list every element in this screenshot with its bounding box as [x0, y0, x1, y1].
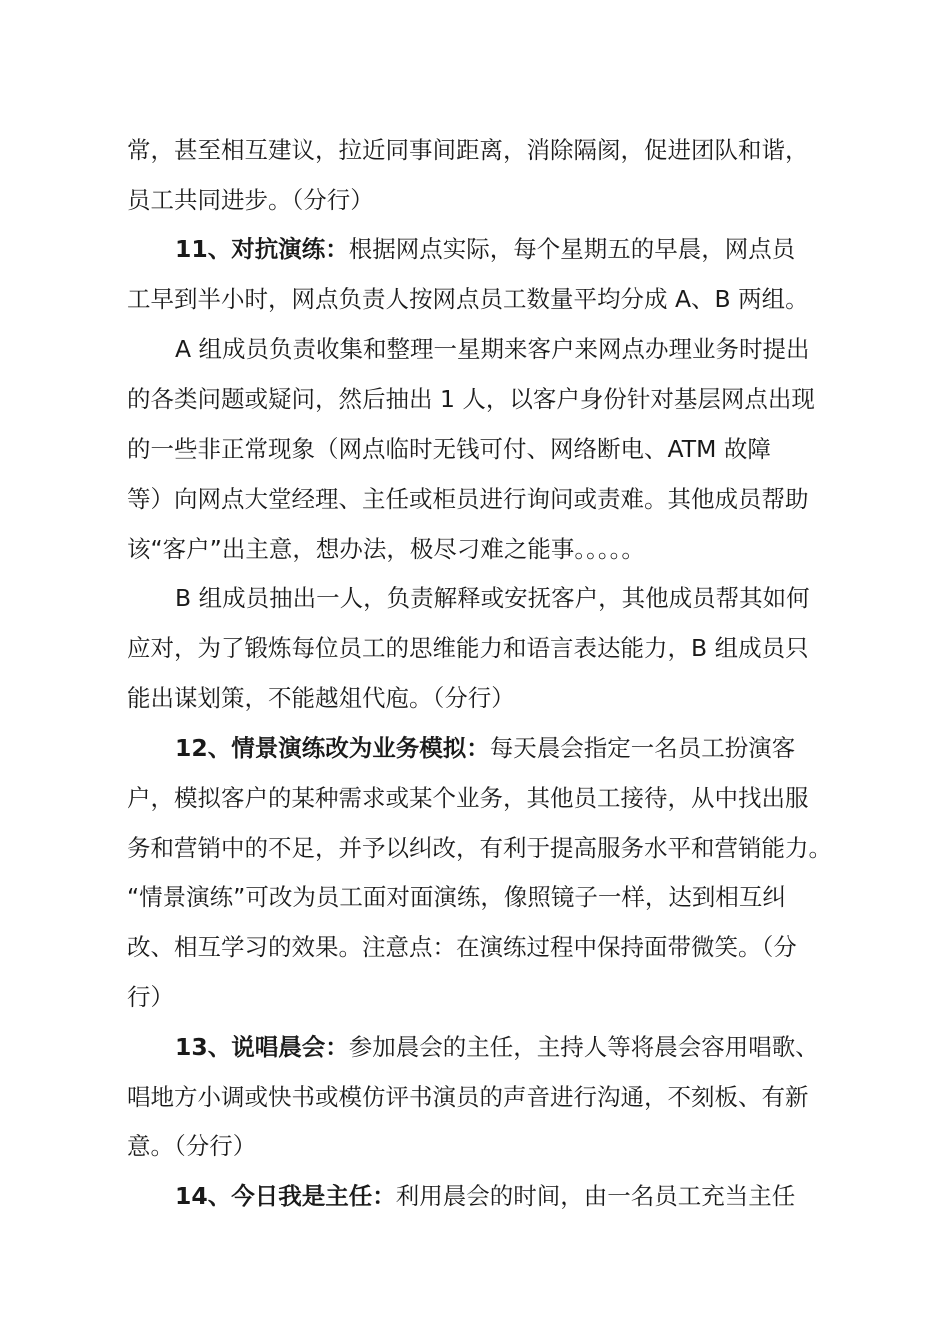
section-heading: 14、今日我是主任： — [175, 1182, 396, 1210]
text-line: 务和营销中的不足，并予以纠改，有利于提高服务水平和营销能力。 — [127, 834, 832, 862]
section-13-line — [175, 1032, 819, 1062]
text-run: 参加晨会的主任，主持人等将晨会容用唱歌、 — [348, 1033, 819, 1061]
section-heading: 12、情景演练改为业务模拟： — [175, 734, 490, 762]
text-line: 唱地方小调或快书或模仿评书演员的声音进行沟通，不刻板、有新 — [127, 1083, 809, 1111]
text-line: B 组成员抽出一人，负责解释或安抚客户，其他成员帮其如何 — [175, 584, 810, 612]
text-run: 利用晨会的时间，由一名员工充当主任 — [395, 1182, 796, 1210]
text-run: 根据网点实际，每个星期五的早晨，网点员 — [348, 235, 796, 263]
text-line: 应对，为了锻炼每位员工的思维能力和语言表达能力，B 组成员只 — [127, 634, 809, 662]
text-line: A 组成员负责收集和整理一星期来客户来网点办理业务时提出 — [175, 335, 810, 363]
text-line: 的各类问题或疑问，然后抽出 1 人，以客户身份针对基层网点出现 — [127, 385, 815, 413]
text-line: 员工共同进步。（分行） — [127, 186, 374, 214]
text-line: 改、相互学习的效果。注意点：在演练过程中保持面带微笑。（分 — [127, 933, 797, 961]
text-line: “情景演练”可改为员工面对面演练，像照镜子一样，达到相互纠 — [127, 883, 786, 911]
text-line: 该“客户”出主意，想办法，极尽刁难之能事。。。。。 — [127, 535, 645, 563]
text-line: 意。（分行） — [127, 1132, 257, 1160]
text-line: 户，模拟客户的某种需求或某个业务，其他员工接待，从中找出服 — [127, 784, 809, 812]
section-11-line — [175, 234, 795, 264]
section-12-line — [175, 733, 795, 763]
section-heading: 13、说唱晨会： — [175, 1033, 349, 1061]
section-14-line — [175, 1181, 795, 1211]
text-line: 常，甚至相互建议，拉近同事间距离，消除隔阂，促进团队和谐， — [127, 136, 809, 164]
text-line: 能出谋划策，不能越俎代庖。（分行） — [127, 684, 515, 712]
text-line: 工早到半小时，网点负责人按网点员工数量平均分成 A、B 两组。 — [127, 285, 809, 313]
text-line: 的一些非正常现象（网点临时无钱可付、网络断电、ATM 故障 — [127, 435, 771, 463]
text-line: 等）向网点大堂经理、主任或柜员进行询问或责难。其他成员帮助 — [127, 485, 809, 513]
section-heading: 11、对抗演练： — [175, 235, 349, 263]
text-line: 行） — [127, 983, 174, 1011]
text-run: 每天晨会指定一名员工扮演客 — [489, 734, 796, 762]
